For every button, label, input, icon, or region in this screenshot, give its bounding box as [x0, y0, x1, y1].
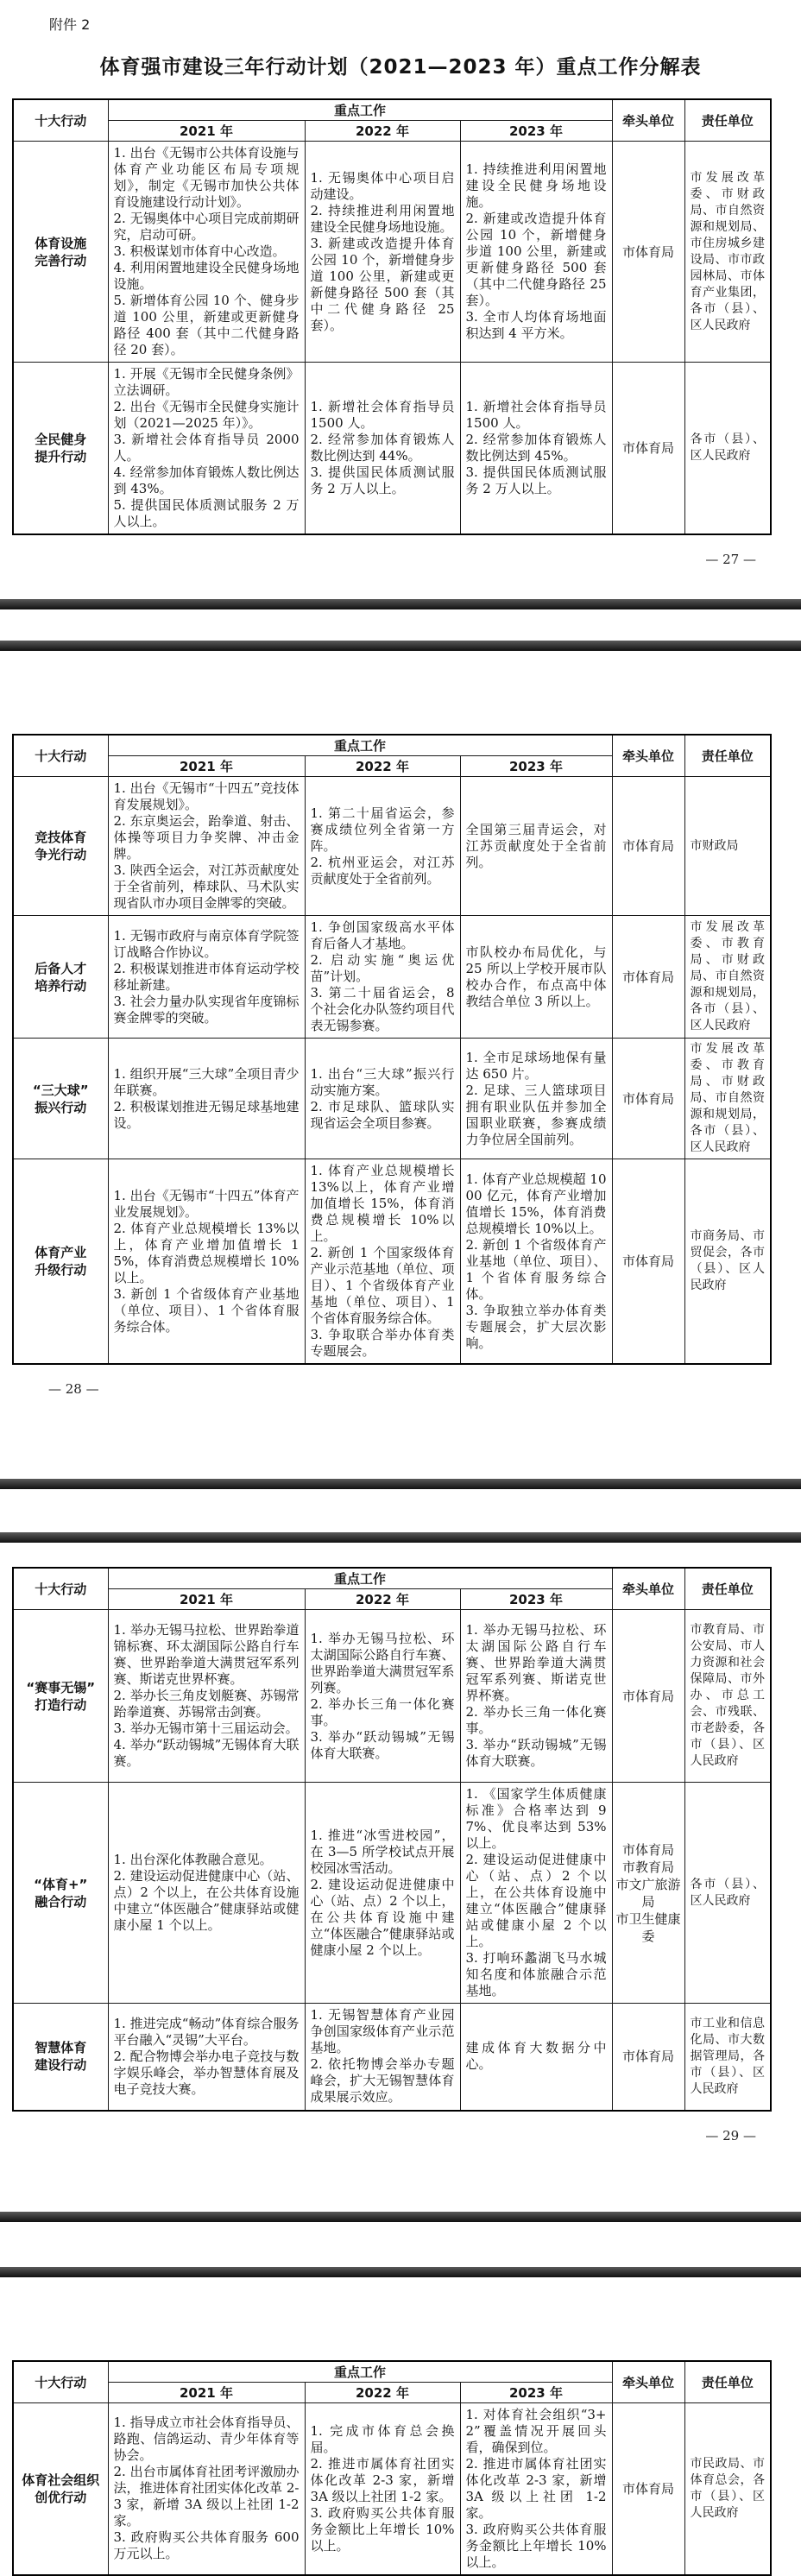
header-cell-year-2021: 2021 年	[108, 756, 305, 777]
document-page	[0, 734, 801, 1398]
action-line: 振兴行动	[35, 1099, 87, 1115]
header-cell-responsible: 责任单位	[684, 99, 771, 142]
header-cell-action: 十大行动	[13, 1568, 108, 1610]
responsible-unit-cell: 市民政局、市体育总会，各市（县）、区人民政府	[684, 2402, 771, 2575]
work-item: 3. 举办无锡市第十三届运动会。	[113, 1720, 299, 1736]
work-cell-2023	[460, 363, 612, 535]
page-gap	[0, 599, 801, 651]
work-item: 1. 组织开展“三大球”全项目青少年联赛。	[113, 1065, 300, 1098]
header-cell-year-2022: 2022 年	[305, 756, 460, 777]
work-item: 1. 举办无锡马拉松、环太湖国际公路自行车赛、世界跆拳道大满贯冠军系列赛。	[310, 1630, 455, 1695]
work-item: 3. 提供国民体质测试服务 2 万人以上。	[310, 464, 455, 496]
work-item: 2. 新建或改造提升体育公园 10 个，新增健身步道 100 公里，新建或更新健身路径 500 套（其中二代健身路径 25 套）。	[465, 211, 607, 308]
lead-line: 市体育局	[621, 440, 674, 456]
lead-unit-cell	[612, 363, 684, 535]
page-separator-bar	[0, 1532, 801, 1543]
action-line: “三大球”	[32, 1082, 89, 1098]
work-item: 3. 争取联合举办体育类专题展会。	[310, 1327, 455, 1359]
action-line: 创优行动	[35, 2489, 87, 2505]
action-row	[13, 363, 771, 535]
action-line: 竞技体育	[35, 830, 87, 845]
work-item: 1. 开展《无锡市全民健身条例》立法调研。	[113, 366, 300, 398]
header-cell-responsible: 责任单位	[684, 1568, 771, 1610]
header-cell-lead: 牵头单位	[612, 99, 684, 142]
work-item: 2. 出台《无锡市全民健身实施计划（2021—2025 年）》。	[113, 399, 300, 431]
responsible-unit-cell: 市商务局、市贸促会，各市（县）、区人民政府	[684, 1159, 771, 1365]
work-item: 2. 经常参加体育锻炼人数比例达到 44%。	[310, 432, 455, 464]
work-item: 3. 新增社会体育指导员 2000 人。	[113, 432, 300, 464]
work-item: 1. 无锡市政府与南京体育学院签订战略合作协议。	[113, 927, 300, 960]
work-item: 3. 政府购买公共体育服务 600 万元以上。	[113, 2529, 300, 2561]
work-item: 3. 政府购买公共体育服务金额比上年增长 10%以上。	[465, 2521, 607, 2570]
work-item: 1. 全市足球场地保有量达 650 片。	[465, 1049, 607, 1082]
work-item: 2. 举办长三角一体化赛事。	[310, 1695, 455, 1728]
work-item: 3. 举办“跃动锡城”无锡体育大联赛。	[310, 1728, 455, 1761]
attachment-label: 附件 2	[49, 16, 91, 33]
lead-line: 市体育局	[621, 2480, 674, 2497]
work-cell-2021	[108, 916, 305, 1039]
work-item: 1. 出台《无锡市“十四五”竞技体育发展规划》。	[113, 780, 300, 812]
work-item: 2. 推进市属体育社团实体化改革 2-3 家，新增 3A 级以上社团 1-2 家。	[310, 2455, 455, 2504]
work-item: 1. 《国家学生体质健康标准》合格率达到 97%、优良率达到 53%以上。	[465, 1786, 607, 1851]
lead-unit-cell	[612, 1039, 684, 1159]
work-cell-2021	[108, 363, 305, 535]
lead-line: 市体育局	[621, 838, 674, 854]
work-breakdown-table	[12, 98, 772, 535]
header-cell-lead: 牵头单位	[612, 735, 684, 777]
work-item: 3. 举办“跃动锡城”无锡体育大联赛。	[465, 1737, 607, 1769]
action-row	[13, 1039, 771, 1159]
lead-unit-cell	[612, 1783, 684, 2004]
work-cell-2023	[460, 1610, 612, 1783]
responsible-unit-cell: 市财政局	[684, 777, 771, 916]
work-item: 5. 新增体育公园 10 个、健身步道 100 公里，新建或更新健身路径 400 套（其中二代健身路径 20 套）。	[113, 293, 300, 357]
work-cell-2021	[108, 1783, 305, 2004]
header-cell-year-2023: 2023 年	[460, 2382, 612, 2402]
work-item: 1. 举办无锡马拉松、环太湖国际公路自行车赛、世界跆拳道大满贯冠军系列赛、斯诺克世界杯赛。	[465, 1622, 607, 1703]
page-separator-bar	[0, 1479, 801, 1489]
work-item: 1. 第二十届省运会，参赛成绩位列全省第一方阵。	[310, 805, 455, 854]
action-line: 全民健身	[35, 432, 87, 447]
work-item: 1. 争创国家级高水平体育后备人才基地。	[310, 919, 455, 951]
header-cell-year-2021: 2021 年	[108, 1589, 305, 1610]
work-item: 1. 新增社会体育指导员 1500 人。	[310, 399, 455, 431]
work-item: 1. 体育产业总规模超 1000 亿元，体育产业增加值增长 15%，体育消费总规模增长 10%以上。	[465, 1171, 607, 1236]
work-item: 2. 杭州亚运会，对江苏贡献度处于全省前列。	[310, 854, 455, 887]
work-item: 3. 社会力量办队实现省年度锦标赛金牌零的突破。	[113, 993, 300, 1026]
header-cell-keywork: 重点工作	[108, 2361, 612, 2383]
header-cell-action: 十大行动	[13, 735, 108, 777]
work-item: 1. 指导成立市社会体育指导员、路跑、信鸽运动、青少年体育等协会。	[113, 2415, 300, 2463]
header-cell-action: 十大行动	[13, 99, 108, 142]
work-cell-2021	[108, 1159, 305, 1365]
lead-unit-cell	[612, 916, 684, 1039]
action-line: 体育设施	[35, 235, 87, 251]
work-item: 4. 利用闲置地建设全民健身场地设施。	[113, 260, 300, 292]
work-cell-2022	[305, 142, 460, 363]
work-item: 2. 出台市属体育社团考评激励办法，推进体育社团实体化改革 2-3 家，新增 3A 级以上社团 1-2 家。	[113, 2464, 300, 2529]
lead-unit-cell	[612, 2004, 684, 2111]
work-cell-2021	[108, 142, 305, 363]
work-item: 2. 配合物博会举办电子竞技与数字娱乐峰会，举办智慧体育展及电子竞技大赛。	[113, 2048, 300, 2097]
work-cell-2021	[108, 1039, 305, 1159]
action-row	[13, 2402, 771, 2575]
action-cell	[13, 2004, 108, 2111]
document-page	[0, 1567, 801, 2144]
work-item: 3. 政府购买公共体育服务金额比上年增长 10%以上。	[310, 2504, 455, 2554]
action-line: 融合行动	[35, 1893, 87, 1910]
work-cell-2022	[305, 2402, 460, 2575]
work-item: 3. 积极谋划市体育中心改造。	[113, 243, 286, 259]
work-item: 1. 体育产业总规模增长 13%以上，体育产业增加值增长 15%，体育消费总规模增长 10%以上。	[310, 1163, 455, 1244]
action-line: 体育产业	[35, 1245, 87, 1260]
work-item: 1. 出台深化体教融合意见。	[113, 1852, 273, 1867]
page-gap	[0, 2212, 801, 2277]
work-item: 1. 无锡智慧体育产业园争创国家级体育产业示范基地。	[310, 2007, 455, 2056]
work-cell-2022	[305, 1039, 460, 1159]
work-item: 1. 无锡奥体中心项目启动建设。	[310, 169, 455, 202]
responsible-unit-cell: 市发展改革委、市财政局、市自然资源和规划局、市住房城乡建设局、市市政园林局、市体育产业集团，各市（县）、区人民政府	[684, 142, 771, 363]
header-cell-year-2021: 2021 年	[108, 121, 305, 142]
header-cell-keywork: 重点工作	[108, 735, 612, 756]
page-number: — 29 —	[705, 2127, 756, 2144]
work-item: 2. 依托物博会举办专题峰会，扩大无锡智慧体育成果展示效应。	[310, 2056, 455, 2106]
work-item: 4. 经常参加体育锻炼人数比例达到 43%。	[113, 464, 300, 496]
action-line: 建设行动	[35, 2057, 87, 2074]
work-item: 2. 新创 1 个国家级体育产业示范基地（单位、项目）、1 个省级体育产业基地（单位、项目）、1 个省体育服务综合体。	[310, 1245, 455, 1326]
work-cell-2023	[460, 2402, 612, 2575]
lead-line: 市体育局	[621, 1253, 674, 1269]
work-item: 1. 出台“三大球”振兴行动实施方案。	[310, 1065, 455, 1098]
work-item: 3. 争取独立举办体育类专题展会，扩大层次影响。	[465, 1302, 607, 1351]
work-item: 2. 积极谋划推进无锡足球基地建设。	[113, 1098, 300, 1131]
action-cell	[13, 1039, 108, 1159]
action-line: 智慧体育	[35, 2040, 87, 2056]
work-item: 市队校办布局优化，与 25 所以上学校开展市队校办合作，布点高中体教结合单位 3 所以上。	[465, 944, 607, 1009]
lead-unit-cell	[612, 1610, 684, 1783]
action-line: 提升行动	[35, 449, 87, 464]
work-cell-2023	[460, 2004, 612, 2111]
document-title: 体育强市建设三年行动计划（2021—2023 年）重点工作分解表	[99, 56, 702, 79]
header-cell-year-2023: 2023 年	[460, 1589, 612, 1610]
scanned-document	[0, 14, 801, 2570]
header-cell-keywork: 重点工作	[108, 99, 612, 121]
work-item: 3. 全市人均体育场地面积达到 4 平方米。	[465, 309, 607, 341]
header-cell-action: 十大行动	[13, 2361, 108, 2403]
work-item: 5. 提供国民体质测试服务 2 万人以上。	[113, 497, 300, 529]
work-cell-2023	[460, 1159, 612, 1365]
lead-unit-cell	[612, 2402, 684, 2575]
pages-host	[0, 14, 801, 2576]
work-item: 3. 提供国民体质测试服务 2 万人以上。	[465, 464, 607, 496]
work-breakdown-table	[12, 1567, 772, 2112]
work-item: 1. 推进“冰雪进校园”，在 3—5 所学校试点开展校园冰雪活动。	[310, 1827, 455, 1876]
document-page	[0, 14, 801, 568]
work-item: 2. 无锡奥体中心项目完成前期研究，启动可研。	[113, 211, 300, 243]
responsible-unit-cell: 市发展改革委、市教育局、市财政局、市自然资源和规划局，各市（县）、区人民政府	[684, 916, 771, 1039]
action-cell	[13, 1159, 108, 1365]
work-item: 2. 持续推进利用闲置地建设全民健身场地设施。	[310, 202, 455, 235]
work-cell-2022	[305, 2004, 460, 2111]
document-head	[0, 14, 801, 79]
lead-line: 市文广旅游局	[615, 1876, 681, 1910]
lead-unit-cell	[612, 777, 684, 916]
work-cell-2022	[305, 1783, 460, 2004]
action-row	[13, 1159, 771, 1365]
action-line: 争光行动	[35, 847, 87, 862]
work-item: 4. 举办“跃动锡城”无锡体育大联赛。	[113, 1737, 300, 1769]
action-row	[13, 777, 771, 916]
action-line: 打造行动	[35, 1696, 87, 1713]
responsible-unit-cell: 市发展改革委、市教育局、市财政局、市自然资源和规划局，各市（县）、区人民政府	[684, 1039, 771, 1159]
header-cell-lead: 牵头单位	[612, 1568, 684, 1610]
action-cell	[13, 1783, 108, 2004]
header-cell-year-2022: 2022 年	[305, 1589, 460, 1610]
action-cell	[13, 2402, 108, 2575]
work-cell-2022	[305, 363, 460, 535]
page-separator-bar	[0, 641, 801, 651]
lead-line: 市体育局	[621, 1688, 674, 1704]
responsible-unit-cell: 市教育局、市公安局、市人力资源和社会保障局、市外办、市总工会、市残联、市老龄委，各市（县）、区人民政府	[684, 1610, 771, 1783]
action-cell	[13, 363, 108, 535]
action-line: 升级行动	[35, 1262, 87, 1278]
work-item: 1. 新增社会体育指导员 1500 人。	[465, 399, 607, 431]
page-separator-bar	[0, 599, 801, 609]
work-item: 2. 体育产业总规模增长 13%以上，体育产业增加值增长 15%，体育消费总规模增长 10%以上。	[113, 1220, 300, 1285]
page-gap	[0, 1479, 801, 1543]
work-item: 2. 举办长三角一体化赛事。	[465, 1704, 607, 1736]
work-item: 3. 打响环蠡湖飞马水城知名度和体旅融合示范基地。	[465, 1950, 607, 1998]
lead-line: 市体育局	[621, 243, 674, 260]
lead-line: 市卫生健康委	[615, 1910, 681, 1944]
action-row	[13, 1783, 771, 2004]
action-cell	[13, 916, 108, 1039]
lead-line: 市体育局	[621, 1090, 674, 1107]
work-item: 3. 新建或改造提升体育公园 10 个，新增健身步道 100 公里，新建或更新健身路径 500 套（其中二代健身路径 25 套）。	[310, 235, 455, 333]
work-item: 2. 建设运动促进健康中心（站、点）2 个以上，在公共体育设施中建立“体医融合”健康驿站或健康小屋 1 个以上。	[113, 1868, 300, 1933]
work-cell-2023	[460, 777, 612, 916]
action-row	[13, 916, 771, 1039]
action-line: 后备人才	[35, 960, 87, 976]
action-line: “体育+”	[34, 1876, 88, 1892]
work-item: 3. 新创 1 个省级体育产业基地（单位、项目）、1 个省体育服务综合体。	[113, 1285, 300, 1335]
lead-unit-cell	[612, 1159, 684, 1365]
responsible-unit-cell: 市工业和信息化局、市大数据管理局，各市（县）、区人民政府	[684, 2004, 771, 2111]
work-cell-2021	[108, 1610, 305, 1783]
work-item: 1. 持续推进利用闲置地建设全民健身场地设施。	[465, 161, 607, 210]
lead-line: 市教育局	[621, 1859, 674, 1875]
work-item: 2. 推进市属体育社团实体化改革 2-3 家，新增 3A 级以上社团 1-2 家。	[465, 2455, 607, 2521]
work-item: 2. 市足球队、篮球队实现省运会全项目参赛。	[310, 1098, 455, 1131]
work-item: 3. 第二十届省运会，8 个社会化办队签约项目代表无锡参赛。	[310, 985, 455, 1033]
action-cell	[13, 777, 108, 916]
work-item: 1. 出台《无锡市“十四五”体育产业发展规划》。	[113, 1187, 300, 1220]
work-breakdown-table	[12, 734, 772, 1365]
action-cell	[13, 1610, 108, 1783]
work-item: 2. 东京奥运会，跆拳道、射击、体操等项目力争奖牌、冲击金牌。	[113, 813, 300, 862]
work-cell-2022	[305, 777, 460, 916]
header-cell-year-2023: 2023 年	[460, 756, 612, 777]
work-cell-2022	[305, 1159, 460, 1365]
header-cell-year-2023: 2023 年	[460, 121, 612, 142]
document-page	[0, 2360, 801, 2576]
work-item: 1. 出台《无锡市公共体育设施与体育产业功能区布局专项规划》，制定《无锡市加快公共体育设施建设行动计划》。	[113, 145, 300, 210]
work-cell-2023	[460, 1783, 612, 2004]
action-line: 体育社会组织	[22, 2472, 100, 2488]
header-cell-year-2022: 2022 年	[305, 121, 460, 142]
lead-line: 市体育局	[621, 1841, 674, 1858]
work-cell-2022	[305, 916, 460, 1039]
work-item: 2. 建设运动促进健康中心（站、点）2 个以上，在公共体育设施中建立“体医融合”健康驿站或健康小屋 2 个以上。	[310, 1876, 455, 1958]
action-row	[13, 1610, 771, 1783]
work-cell-2021	[108, 2402, 305, 2575]
work-item: 全国第三届青运会，对江苏贡献度处于全省前列。	[465, 821, 607, 870]
work-cell-2023	[460, 916, 612, 1039]
work-item: 2. 举办长三角皮划艇赛、苏锡常跆拳道赛、苏锡常击剑赛。	[113, 1688, 300, 1720]
work-cell-2023	[460, 142, 612, 363]
header-cell-lead: 牵头单位	[612, 2361, 684, 2403]
header-cell-keywork: 重点工作	[108, 1568, 612, 1589]
page-separator-bar	[0, 2212, 801, 2222]
work-item: 1. 推进完成“畅动”体育综合服务平台融入“灵锡”大平台。	[113, 2015, 300, 2048]
work-item: 2. 启动实施“奥运优苗”计划。	[310, 952, 455, 984]
page-number: — 28 —	[48, 1381, 99, 1397]
action-line: 完善行动	[35, 252, 87, 268]
work-item: 2. 经常参加体育锻炼人数比例达到 45%。	[465, 432, 607, 464]
lead-line: 市体育局	[621, 2049, 674, 2065]
responsible-unit-cell: 各市（县）、区人民政府	[684, 363, 771, 535]
work-item: 1. 举办无锡马拉松、世界跆拳道锦标赛、环太湖国际公路自行车赛、世界跆拳道大满贯冠军系列赛、斯诺克世界杯赛。	[113, 1622, 300, 1687]
action-row	[13, 142, 771, 363]
work-item: 2. 建设运动促进健康中心（站、点）2 个以上，在公共体育设施中建立“体医融合”健康驿站或健康小屋 2 个以上。	[465, 1852, 607, 1949]
responsible-unit-cell: 各市（县）、区人民政府	[684, 1783, 771, 2004]
page-separator-bar	[0, 2267, 801, 2277]
action-cell	[13, 142, 108, 363]
page-number: — 27 —	[705, 552, 756, 567]
header-cell-year-2022: 2022 年	[305, 2382, 460, 2402]
work-item: 1. 对体育社会组织“3+2”覆盖情况开展回头看，确保到位。	[465, 2406, 607, 2455]
work-item: 1. 完成市体育总会换届。	[310, 2422, 455, 2455]
work-breakdown-table	[12, 2360, 772, 2576]
lead-unit-cell	[612, 142, 684, 363]
header-cell-responsible: 责任单位	[684, 735, 771, 777]
work-cell-2021	[108, 777, 305, 916]
action-line: 培养行动	[35, 977, 87, 994]
header-cell-responsible: 责任单位	[684, 2361, 771, 2403]
work-item: 建成体育大数据分中心。	[465, 2040, 607, 2073]
action-row	[13, 2004, 771, 2111]
action-line: “赛事无锡”	[26, 1679, 96, 1695]
work-item: 3. 陕西全运会，对江苏贡献度处于全省前列，棒球队、马术队实现省队市办项目金牌零的突破。	[113, 862, 300, 911]
lead-line: 市体育局	[621, 969, 674, 985]
work-cell-2023	[460, 1039, 612, 1159]
header-cell-year-2021: 2021 年	[108, 2382, 305, 2402]
work-item: 2. 积极谋划推进市体育运动学校移址新建。	[113, 960, 300, 993]
work-cell-2021	[108, 2004, 305, 2111]
work-item: 2. 新创 1 个省级体育产业基地（单位、项目）、1 个省体育服务综合体。	[465, 1236, 607, 1302]
work-item: 2. 足球、三人篮球项目拥有职业队伍并参加全国职业联赛，参赛成绩力争位居全国前列。	[465, 1082, 607, 1147]
work-cell-2022	[305, 1610, 460, 1783]
